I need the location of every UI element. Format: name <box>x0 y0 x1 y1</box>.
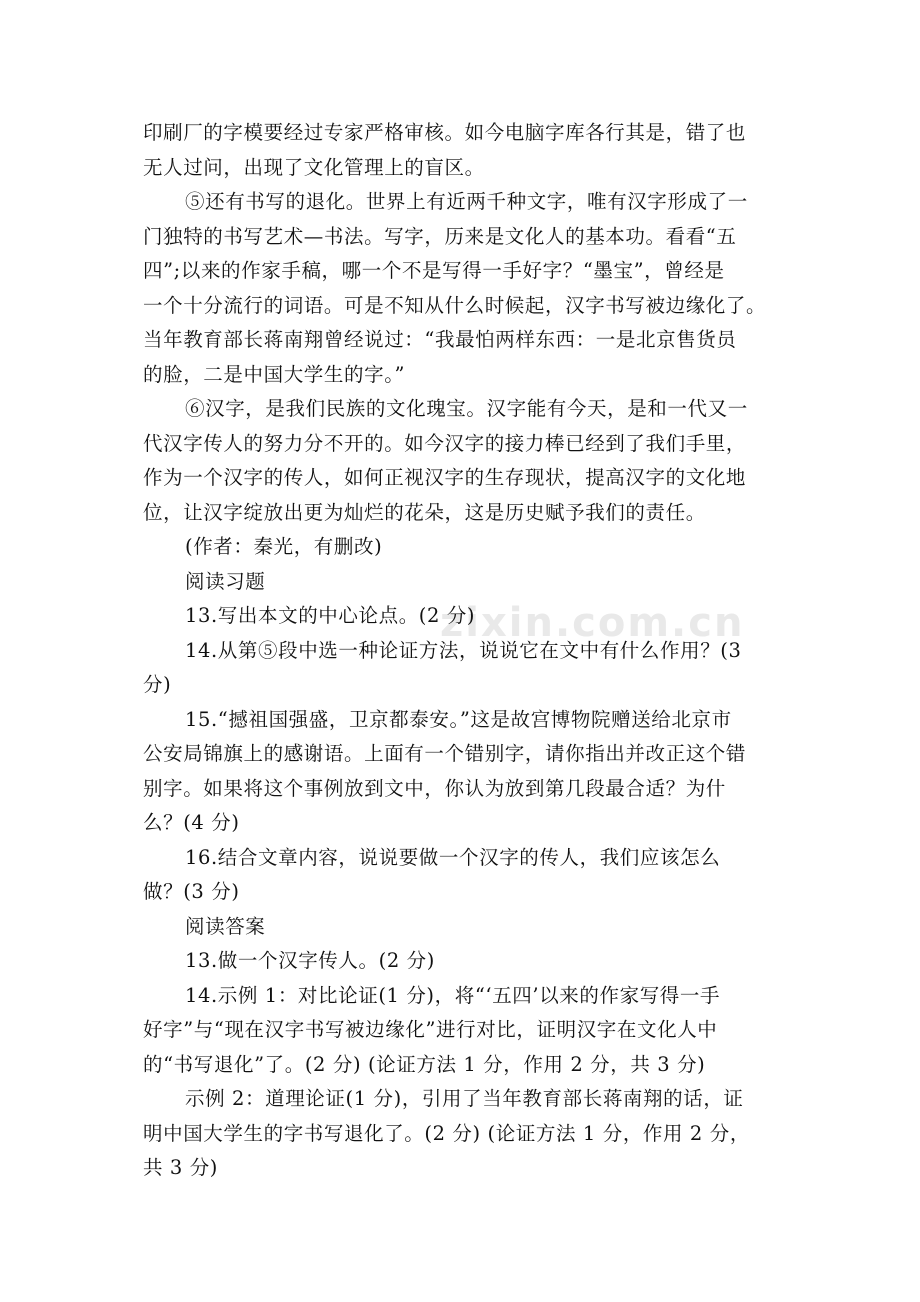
text-line: 做？(3 分) <box>143 880 240 903</box>
text-line: 代汉字传人的努力分不开的。如今汉字的接力棒已经到了我们手里， <box>143 431 747 455</box>
text-line: 14.从第⑤段中选一种论证方法，说说它在文中有什么作用？(3 <box>185 638 742 662</box>
text-line: (作者：秦光，有删改) <box>185 535 383 558</box>
text-line: 15.“撼祖国强盛，卫京都泰安。”这是故宫博物院赠送给北京市 <box>185 707 732 731</box>
text-line: 位，让汉字绽放出更为灿烂的花朵，这是历史赋予我们的责任。 <box>143 500 706 524</box>
text-line: 明中国大学生的字书写退化了。(2 分) (论证方法 1 分，作用 2 分， <box>143 1121 750 1145</box>
article-text <box>143 116 783 1186</box>
text-line: 的“书写退化”了。(2 分) (论证方法 1 分，作用 2 分，共 3 分) <box>143 1052 706 1076</box>
text-line: 别字。如果将这个事例放到文中，你认为放到第几段最合适？为什 <box>143 776 726 800</box>
text-line: 分) <box>143 673 172 696</box>
text-line: 么？(4 分) <box>143 811 240 834</box>
text-line: 阅读习题 <box>185 569 266 593</box>
text-line: 门独特的书写艺术—书法。写字，历来是文化人的基本功。看看“五 <box>143 224 737 248</box>
text-line: 一个十分流行的词语。可是不知从什么时候起，汉字书写被边缘化了。 <box>143 293 767 317</box>
text-line: 无人过问，出现了文化管理上的盲区。 <box>143 155 485 179</box>
text-line: 13.写出本文的中心论点。(2 分) <box>185 604 476 627</box>
text-line: 作为一个汉字的传人，如何正视汉字的生存现状，提高汉字的文化地 <box>143 466 747 489</box>
text-line: 好字”与“现在汉字书写被边缘化”进行对比，证明汉字在文化人中 <box>143 1018 718 1041</box>
text-line: 当年教育部长蒋南翔曾经说过：“我最怕两样东西：一是北京售货员 <box>143 328 737 351</box>
text-line: 的脸，二是中国大学生的字。” <box>143 362 406 386</box>
text-line: 16.结合文章内容，说说要做一个汉字的传人，我们应该怎么 <box>185 845 721 869</box>
text-line: 公安局锦旗上的感谢语。上面有一个错别字，请你指出并改正这个错 <box>143 742 747 765</box>
watermark: zixin.com.cn <box>440 600 745 646</box>
text-line: 四”;以来的作家手稿，哪一个不是写得一手好字？“墨宝”，曾经是 <box>143 259 725 282</box>
text-line: 阅读答案 <box>185 914 266 938</box>
text-line: 共 3 分) <box>143 1156 219 1179</box>
text-line: ⑤还有书写的退化。世界上有近两千种文字，唯有汉字形成了一 <box>185 190 748 213</box>
text-line: 14.示例 1：对比论证(1 分)，将“‘五四’以来的作家写得一手 <box>185 983 721 1007</box>
text-line: 示例 2：道理论证(1 分)，引用了当年教育部长蒋南翔的话，证 <box>185 1087 744 1110</box>
text-line: 印刷厂的字模要经过专家严格审核。如今电脑字库各行其是，错了也 <box>143 121 747 144</box>
text-line: 13.做一个汉字传人。(2 分) <box>185 949 435 972</box>
text-line: ⑥汉字，是我们民族的文化瑰宝。汉字能有今天，是和一代又一 <box>185 397 748 420</box>
